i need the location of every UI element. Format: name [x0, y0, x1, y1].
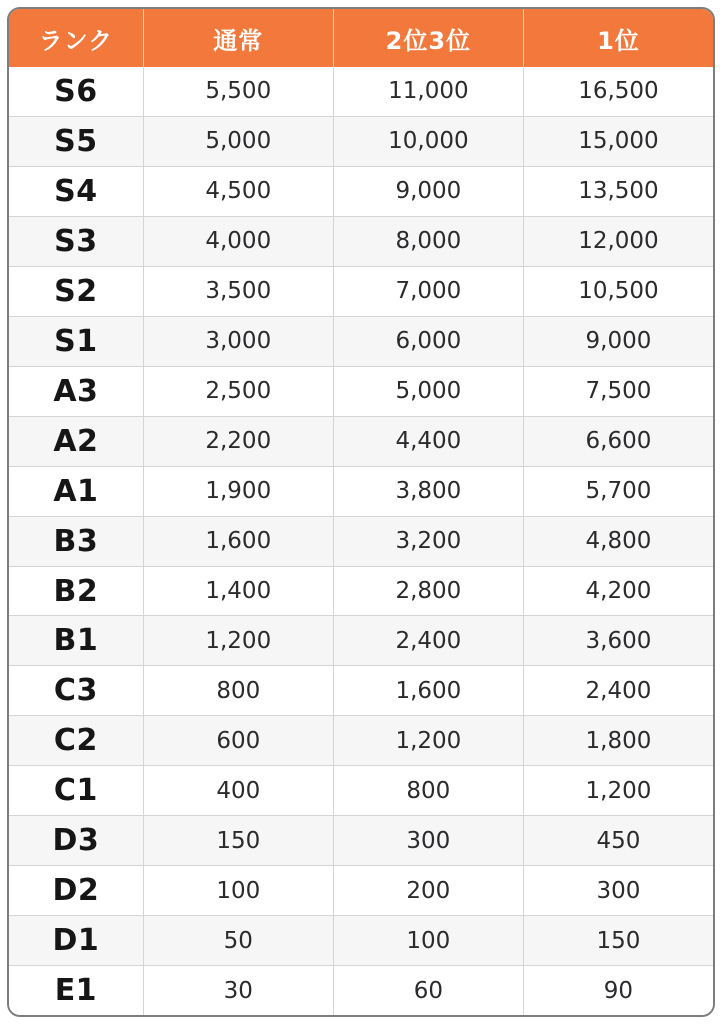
normal-points-cell: 150: [143, 816, 333, 865]
rank-points-table: [7, 7, 715, 1017]
normal-points-cell: 4,500: [143, 167, 333, 216]
second-third-points-cell: 4,400: [333, 417, 523, 466]
table-row: [9, 516, 713, 566]
first-points-cell: 4,200: [523, 567, 713, 616]
second-third-points-cell: 2,400: [333, 616, 523, 665]
normal-points-cell: 5,000: [143, 117, 333, 166]
second-third-points-cell: 100: [333, 916, 523, 965]
normal-points-cell: 400: [143, 766, 333, 815]
first-points-cell: 5,700: [523, 467, 713, 516]
normal-points-cell: 800: [143, 666, 333, 715]
first-points-cell: 3,600: [523, 616, 713, 665]
first-points-cell: 150: [523, 916, 713, 965]
second-third-points-cell: 300: [333, 816, 523, 865]
first-points-cell: 6,600: [523, 417, 713, 466]
second-third-points-cell: 2,800: [333, 567, 523, 616]
rank-cell: S5: [54, 123, 98, 159]
rank-cell: E1: [54, 973, 98, 1009]
table-row: [9, 965, 713, 1015]
normal-points-cell: 4,000: [143, 217, 333, 266]
second-third-points-cell: 1,600: [333, 666, 523, 715]
second-third-points-cell: 800: [333, 766, 523, 815]
normal-points-cell: 5,500: [143, 67, 333, 116]
rank-cell: S4: [54, 173, 98, 209]
rank-cell: S1: [54, 323, 98, 359]
table-row: [9, 266, 713, 316]
second-third-points-cell: 7,000: [333, 267, 523, 316]
normal-points-cell: 2,200: [143, 417, 333, 466]
first-points-cell: 12,000: [523, 217, 713, 266]
second-third-points-cell: 1,200: [333, 716, 523, 765]
first-points-cell: 300: [523, 866, 713, 915]
normal-points-cell: 1,400: [143, 567, 333, 616]
normal-points-cell: 30: [143, 966, 333, 1015]
rank-cell: A3: [53, 373, 99, 409]
rank-cell: B3: [53, 523, 99, 559]
rank-cell: S3: [54, 223, 98, 259]
header-first-place: 1位: [523, 9, 713, 67]
table-row: [9, 765, 713, 815]
table-header-row: [9, 9, 713, 67]
first-points-cell: 90: [523, 966, 713, 1015]
rank-cell: D3: [52, 823, 100, 859]
rank-cell: D1: [52, 923, 100, 959]
rank-cell: D2: [52, 873, 100, 909]
second-third-points-cell: 6,000: [333, 317, 523, 366]
second-third-points-cell: 8,000: [333, 217, 523, 266]
first-points-cell: 7,500: [523, 367, 713, 416]
table-row: [9, 815, 713, 865]
second-third-points-cell: 11,000: [333, 67, 523, 116]
second-third-points-cell: 60: [333, 966, 523, 1015]
table-row: [9, 665, 713, 715]
normal-points-cell: 50: [143, 916, 333, 965]
normal-points-cell: 1,900: [143, 467, 333, 516]
first-points-cell: 10,500: [523, 267, 713, 316]
rank-cell: S6: [54, 73, 98, 109]
second-third-points-cell: 10,000: [333, 117, 523, 166]
header-second-third-place: 2位3位: [333, 9, 523, 67]
rank-cell: A1: [53, 473, 99, 509]
table-row: [9, 216, 713, 266]
first-points-cell: 1,800: [523, 716, 713, 765]
normal-points-cell: 1,200: [143, 616, 333, 665]
normal-points-cell: 3,500: [143, 267, 333, 316]
table-body: [9, 67, 713, 1015]
first-points-cell: 9,000: [523, 317, 713, 366]
rank-cell: B1: [53, 623, 99, 659]
header-normal: 通常: [143, 9, 333, 67]
first-points-cell: 4,800: [523, 517, 713, 566]
first-points-cell: 16,500: [523, 67, 713, 116]
rank-cell: A2: [53, 423, 99, 459]
first-points-cell: 13,500: [523, 167, 713, 216]
normal-points-cell: 2,500: [143, 367, 333, 416]
rank-cell: S2: [54, 273, 98, 309]
second-third-points-cell: 5,000: [333, 367, 523, 416]
first-points-cell: 15,000: [523, 117, 713, 166]
table-row: [9, 915, 713, 965]
second-third-points-cell: 3,200: [333, 517, 523, 566]
normal-points-cell: 3,000: [143, 317, 333, 366]
header-rank: ランク: [38, 26, 114, 55]
table-row: [9, 865, 713, 915]
first-points-cell: 1,200: [523, 766, 713, 815]
table-row: [9, 715, 713, 765]
first-points-cell: 450: [523, 816, 713, 865]
table-row: [9, 416, 713, 466]
table-row: [9, 67, 713, 116]
table-row: [9, 366, 713, 416]
normal-points-cell: 600: [143, 716, 333, 765]
second-third-points-cell: 3,800: [333, 467, 523, 516]
table-row: [9, 116, 713, 166]
table-row: [9, 166, 713, 216]
second-third-points-cell: 9,000: [333, 167, 523, 216]
second-third-points-cell: 200: [333, 866, 523, 915]
table-row: [9, 615, 713, 665]
table-row: [9, 566, 713, 616]
first-points-cell: 2,400: [523, 666, 713, 715]
normal-points-cell: 100: [143, 866, 333, 915]
normal-points-cell: 1,600: [143, 517, 333, 566]
rank-cell: C3: [53, 673, 98, 709]
rank-cell: C1: [53, 773, 98, 809]
rank-cell: C2: [53, 723, 98, 759]
table-row: [9, 316, 713, 366]
table-row: [9, 466, 713, 516]
rank-cell: B2: [53, 573, 99, 609]
